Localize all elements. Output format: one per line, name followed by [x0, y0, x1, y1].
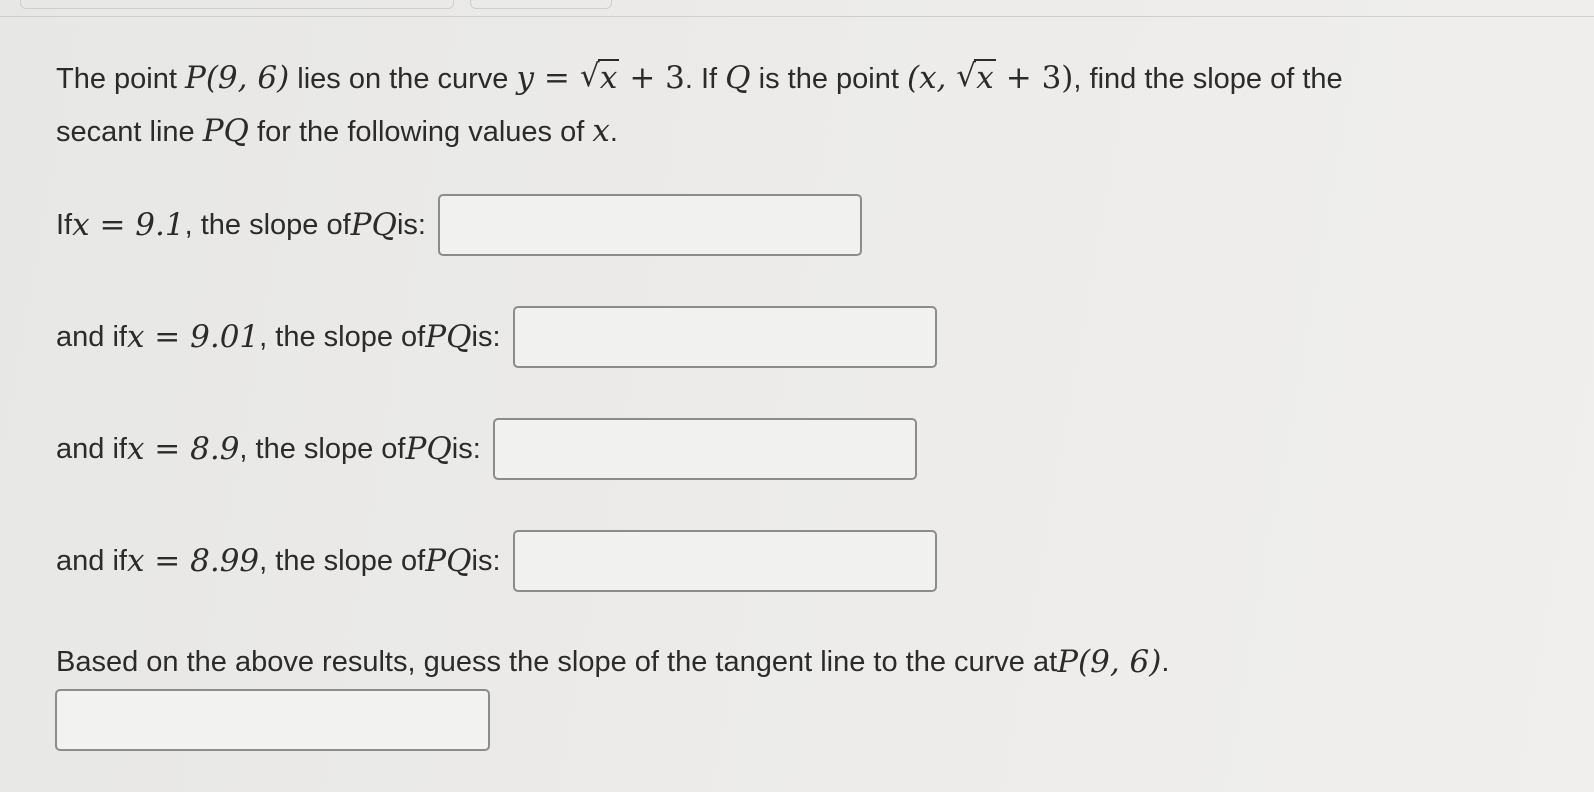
question-intro — [56, 52, 1536, 158]
point-p: P(9, 6) — [184, 60, 290, 96]
row-2-mid: , the slope of — [259, 321, 426, 353]
row-1-prefix: If — [56, 209, 73, 241]
variable-x: x — [592, 113, 610, 149]
tangent-guess-prompt — [56, 642, 1169, 682]
tangent-point: P(9, 6) — [1057, 644, 1162, 680]
row-1-mid: , the slope of — [184, 209, 351, 241]
slope-answer-input-3[interactable] — [493, 418, 917, 480]
top-divider — [0, 16, 1594, 17]
point-q-sqrt-expression — [956, 52, 995, 104]
slope-row-3 — [56, 418, 917, 480]
row-4-mid: , the slope of — [259, 545, 426, 577]
row-3-suffix: is: — [451, 433, 481, 465]
row-3-pq: PQ — [405, 431, 452, 467]
row-2-suffix: is: — [471, 321, 501, 353]
intro-line-2 — [56, 105, 1536, 158]
row-3-x-value: x = 8.9 — [126, 431, 240, 467]
intro-text-1: The point — [56, 63, 185, 95]
secant-pq: PQ — [202, 113, 249, 149]
intro-line-1 — [56, 52, 1536, 105]
slope-row-1 — [56, 194, 862, 256]
row-2-x-value: x = 9.01 — [126, 319, 260, 355]
tangent-guess-end: . — [1161, 646, 1170, 678]
point-q-open: (x, — [906, 60, 957, 96]
intro-text-3: . If — [684, 63, 726, 95]
sqrt-expression — [580, 52, 619, 104]
slope-row-2 — [56, 306, 937, 368]
top-tab-right — [470, 0, 612, 9]
row-3-mid: , the slope of — [239, 433, 406, 465]
intro-text-4: is the point — [750, 63, 907, 95]
row-4-x-value: x = 8.99 — [126, 543, 260, 579]
intro-text-6: secant line — [56, 116, 203, 148]
row-4-prefix: and if — [56, 545, 127, 577]
row-4-pq: PQ — [425, 543, 472, 579]
slope-answer-input-4[interactable] — [513, 530, 937, 592]
intro-text-5: , find the slope of the — [1073, 63, 1343, 95]
point-q-close: + 3) — [1005, 60, 1074, 96]
intro-text-2: lies on the curve — [289, 63, 517, 95]
slope-answer-input-1[interactable] — [438, 194, 862, 256]
row-1-pq: PQ — [350, 207, 397, 243]
row-1-suffix: is: — [396, 209, 426, 241]
intro-text-8: . — [609, 116, 618, 148]
point-q-sqrt-x: x — [976, 60, 994, 96]
intro-text-7: for the following values of — [248, 116, 593, 148]
row-3-prefix: and if — [56, 433, 127, 465]
row-1-x-value: x = 9.1 — [72, 207, 185, 243]
tangent-slope-answer-input[interactable] — [55, 689, 490, 751]
row-2-prefix: and if — [56, 321, 127, 353]
point-q-label: Q — [725, 60, 751, 96]
tangent-guess-text: Based on the above results, guess the slope of the tangent line to the curve at — [56, 646, 1058, 678]
slope-row-4 — [56, 530, 937, 592]
row-2-pq: PQ — [425, 319, 472, 355]
slope-answer-input-2[interactable] — [513, 306, 937, 368]
sqrt-x: x — [599, 60, 618, 96]
top-tab-left — [20, 0, 454, 9]
row-4-suffix: is: — [471, 545, 501, 577]
curve-lhs: y = — [516, 60, 570, 96]
curve-rhs: + 3 — [629, 60, 685, 96]
